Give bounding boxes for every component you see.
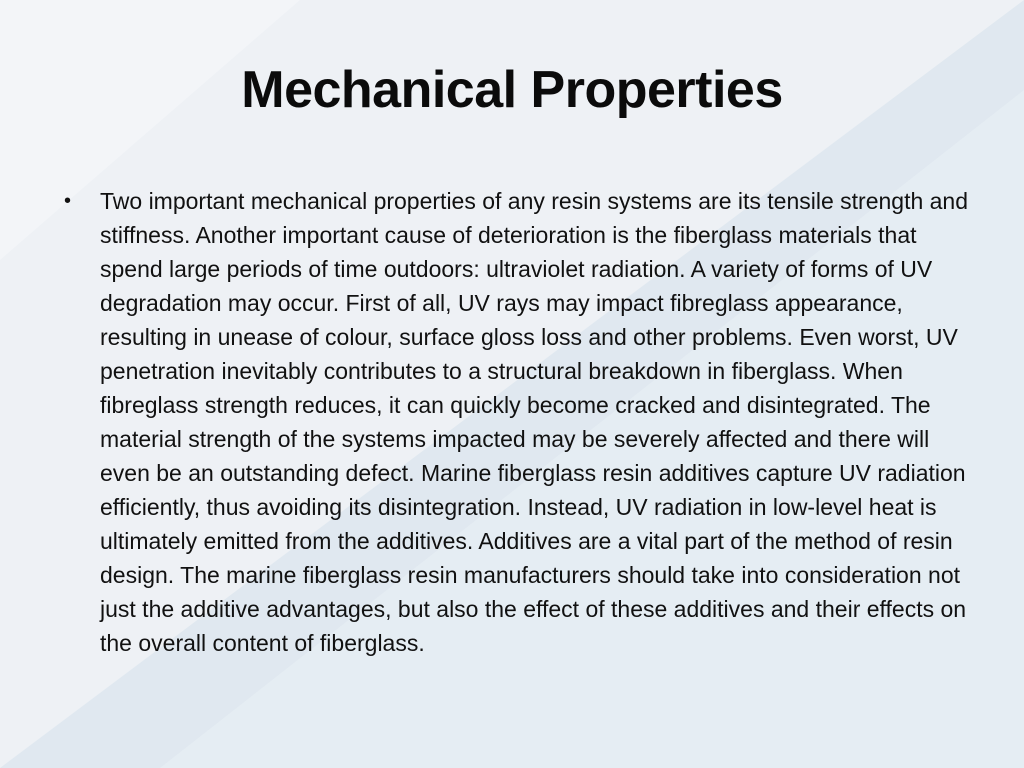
slide-title: Mechanical Properties [241,61,783,119]
bullet-icon: • [64,190,72,212]
bullet-item [58,184,978,660]
bullet-list [58,184,978,660]
bullet-text: Two important mechanical properties of any resin systems are its tensile strength and stiffness. Another important cause of deterioration is the fiberglass materials that spend large periods of time outdoors: ultraviolet radiation. A variety of forms of UV degradation may occur. First of all, UV rays may impact fibreglass appearance, resulting in unease of colour, surface gloss loss and other problems. Even worst, UV penetration inevitably contributes to a structural breakdown in fiberglass. When fibreglass strength reduces, it can quickly become cracked and disintegrated. The material strength of the systems impacted may be severely affected and there will even be an outstanding defect. Marine fiberglass resin additives capture UV radiation efficiently, thus avoiding its disintegration. Instead, UV radiation in low-level heat is ultimately emitted from the additives. Additives are a vital part of the method of resin design. The marine fiberglass resin manufacturers should take into consideration not just the additive advantages, but also the effect of these additives and their effects on the overall content of fiberglass. [100,188,969,656]
